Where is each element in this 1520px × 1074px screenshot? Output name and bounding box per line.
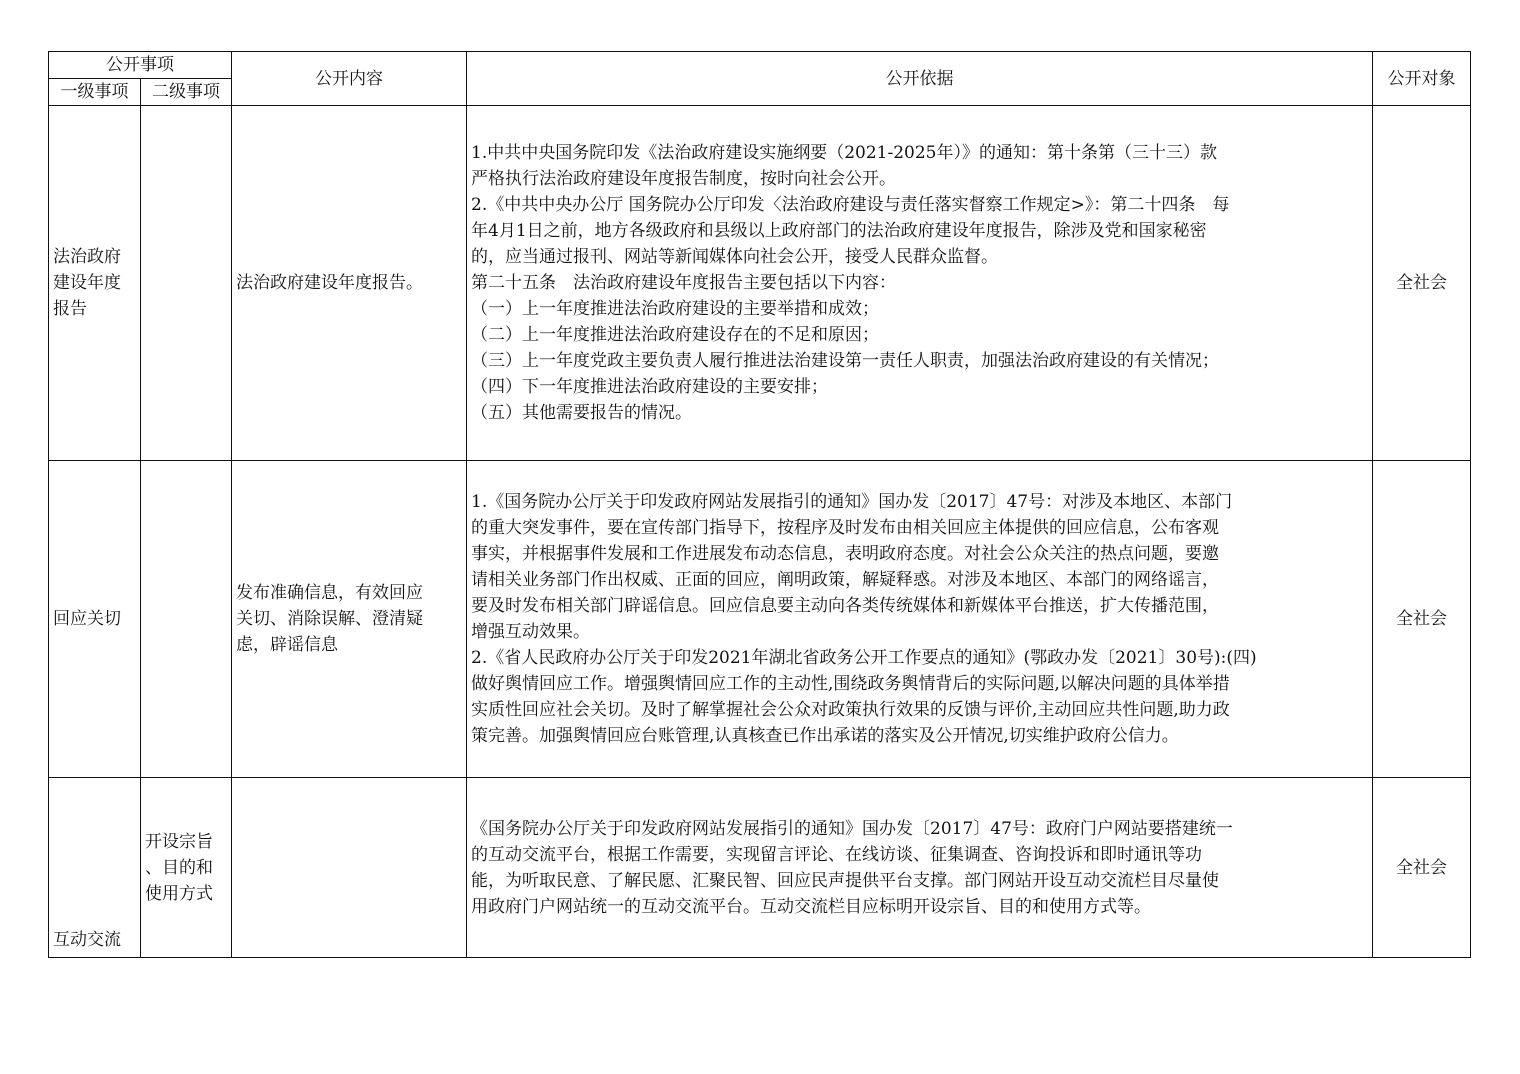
header-group-cell: 公开事项 [49,52,232,79]
text-line: 开设宗旨 [145,831,213,852]
text-line: 策完善。加强舆情回应台账管理,认真核查已作出承诺的落实及公开情况,切实维护政府公信力。 [471,726,1179,746]
text-line: 发布准确信息，有效回应 [236,583,423,603]
disclosure-table [48,51,1471,958]
basis-cell [467,778,1373,958]
text-line: 要及时发布相关部门辟谣信息。回应信息要主动向各类传统媒体和新媒体平台推送，扩大传播范围， [471,596,1219,616]
text-line: 2.《中共中央办公厅 国务院办公厅印发〈法治政府建设与责任落实督察工作规定>》：第二十四条 每 [471,195,1230,215]
text-line: 用政府门户网站统一的互动交流平台。互动交流栏目应标明开设宗旨、目的和使用方式等。 [471,896,1151,917]
text-line: 建设年度 [53,273,121,293]
text-line: 关切、消除误解、澄清疑 [236,609,423,629]
text-line: 请相关业务部门作出权威、正面的回应，阐明政策，解疑释惑。对涉及本地区、本部门的网络谣言， [471,570,1219,590]
text-line: 、目的和 [145,857,213,878]
basis-cell [467,461,1373,778]
content-cell [232,106,467,461]
target-cell: 全社会 [1373,778,1471,958]
text-line: 报告 [53,299,87,319]
target-cell: 全社会 [1373,106,1471,461]
target-cell: 全社会 [1373,461,1471,778]
table-row [49,778,1471,958]
text-line: 能，为听取民意、了解民愿、汇聚民智、回应民声提供平台支撑。部门网站开设互动交流栏目尽量使 [471,870,1219,891]
level2-cell [141,461,232,778]
text-line: （五）其他需要报告的情况。 [471,403,692,423]
text-line: 做好舆情回应工作。增强舆情回应工作的主动性,围绕政务舆情背后的实际问题,以解决问题的具体举措 [471,674,1230,694]
text-line: 的重大突发事件，要在宣传部门指导下，按程序及时发布由相关回应主体提供的回应信息，公布客观 [471,518,1219,538]
text-line: 实质性回应社会关切。及时了解掌握社会公众对政策执行效果的反馈与评价,主动回应共性问题,助力政 [471,700,1230,720]
header-level1-cell: 一级事项 [49,79,141,106]
text-line: 的互动交流平台，根据工作需要，实现留言评论、在线访谈、征集调查、咨询投诉和即时通讯等功 [471,844,1202,865]
text-line: 2.《省人民政府办公厅关于印发2021年湖北省政务公开工作要点的通知》(鄂政办发〔2021〕30号):(四) [471,648,1257,668]
text-line: 年4月1日之前，地方各级政府和县级以上政府部门的法治政府建设年度报告，除涉及党和国家秘密 [471,221,1207,241]
text-line: 虑，辟谣信息 [236,635,338,655]
text-line: 互动交流 [53,930,121,950]
header-basis-cell: 公开依据 [467,52,1373,106]
header-row-top [49,52,1471,79]
text-line: 1.中共中央国务院印发《法治政府建设实施纲要（2021-2025年）》的通知：第十条第（三十三）款 [471,143,1217,163]
text-line: （三）上一年度党政主要负责人履行推进法治建设第一责任人职责，加强法治政府建设的有关情况； [471,351,1219,371]
text-line: （二）上一年度推进法治政府建设存在的不足和原因； [471,325,879,345]
table-row [49,461,1471,778]
table-row [49,106,1471,461]
text-line: 法治政府 [53,247,121,267]
basis-cell [467,106,1373,461]
level2-cell [141,106,232,461]
level2-cell [141,778,232,958]
text-line: （四）下一年度推进法治政府建设的主要安排； [471,377,828,397]
text-line: 《国务院办公厅关于印发政府网站发展指引的通知》国办发〔2017〕47号：政府门户网站要搭建统一 [471,818,1233,839]
text-line: （一）上一年度推进法治政府建设的主要举措和成效； [471,299,879,319]
level1-cell [49,106,141,461]
text-line: 回应关切 [53,609,121,629]
text-line: 法治政府建设年度报告。 [236,273,423,293]
text-line: 事实，并根据事件发展和工作进展发布动态信息，表明政府态度。对社会公众关注的热点问题，要邀 [471,544,1219,564]
content-cell [232,778,467,958]
text-line: 使用方式 [145,883,213,904]
level1-cell [49,778,141,958]
text-line: 严格执行法治政府建设年度报告制度，按时向社会公开。 [471,169,896,189]
text-line: 1.《国务院办公厅关于印发政府网站发展指引的通知》国办发〔2017〕47号：对涉及本地区、本部门 [471,492,1233,512]
content-cell [232,461,467,778]
text-line: 的，应当通过报刊、网站等新闻媒体向社会公开，接受人民群众监督。 [471,247,998,267]
header-content-cell: 公开内容 [232,52,467,106]
text-line: 第二十五条 法治政府建设年度报告主要包括以下内容： [471,273,896,293]
level1-cell [49,461,141,778]
header-level2-cell: 二级事项 [141,79,232,106]
header-target-cell: 公开对象 [1373,52,1471,106]
text-line: 增强互动效果。 [471,622,590,642]
